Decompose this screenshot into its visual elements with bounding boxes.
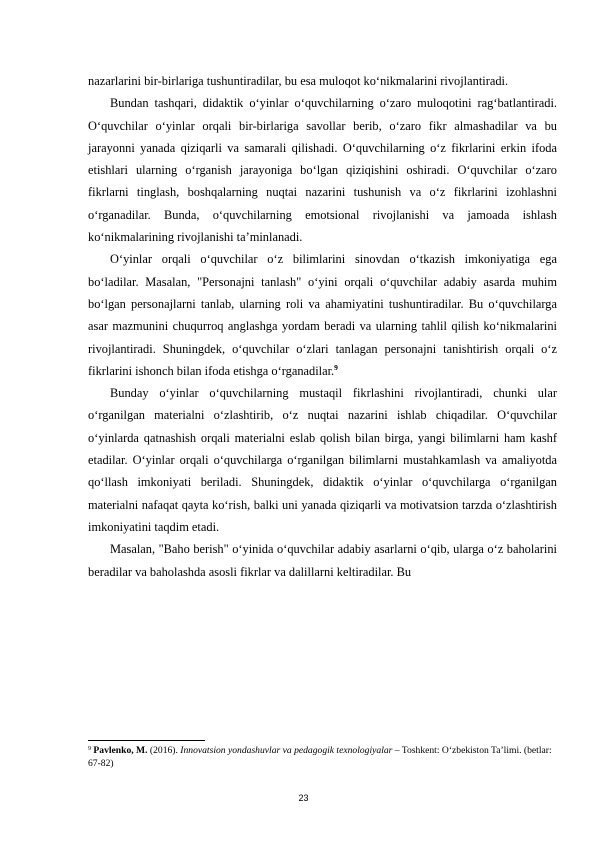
footnote-year: (2016). xyxy=(147,745,181,756)
paragraph-dialogue: Bundan tashqari, didaktik o‘yinlar o‘quvchilarning o‘zaro muloqotini rag‘batlantiradi. O‘quvchilar o‘yinlar orqali bir-birlariga savollar berib, o‘zaro fikr almashadilar va bu jarayonni yanada qiziqarli va samarali qilishadi. O‘quvchilarning o‘z fikrlarini erkin ifoda etishlari ularning o‘rganish jarayoniga bo‘lgan qiziqishini oshiradi. O‘quvchilar o‘zaro fikrlarni tinglash, boshqalarning nuqtai nazarini tushunish va o‘z fikrlarini izohlashni o‘rganadilar. Bunda, o‘quvchilarning emotsional rivojlanishi va jamoada ishlash ko‘nikmalarining rivojlanishi ta’minlanadi. xyxy=(88,96,557,245)
paragraph-independent-thinking: Bunday o‘yinlar o‘quvchilarning mustaqil fikrlashini rivojlantiradi, chunki ular o‘rganilgan materialni o‘zlashtirib, o‘z nuqtai nazarini ishlab chiqadilar. O‘quvchilar o‘yinlarda qatnashish orqali materialni eslab qolish bilan birga, yangi bilimlarni ham kashf etadilar. O‘yinlar orqali o‘quvchilarga o‘rganilgan bilimlarni mustahkamlash va amaliyotda qo‘llash imkoniyati beriladi. Shuningdek, didaktik o‘yinlar o‘quvchilarga o‘rganilgan materialni nafaqat qayta ko‘rish, balki uni yanada qiziqarli va motivatsion tarzda o‘zlashtirish imkoniyatini taqdim etadi. xyxy=(88,386,557,534)
footnote-number: 9 xyxy=(88,746,91,752)
footnote xyxy=(88,744,557,770)
paragraph-evaluation-game: Masalan, "Baho berish" o‘yinida o‘quvchilar adabiy asarlarni o‘qib, ularga o‘z baholarini beradilar va baholashda asosli fikrlar va dalillarni keltiradilar. Bu xyxy=(88,542,557,579)
footnote-title: Innovatsion yondashuvlar va pedagogik texnologiyalar xyxy=(180,745,393,756)
footnote-reference[interactable]: 9 xyxy=(334,362,338,372)
paragraph-continued: nazarlarini bir-birlariga tushuntiradilar, bu esa muloqot ko‘nikmalarini rivojlantiradi. xyxy=(88,74,509,88)
body-text xyxy=(88,70,557,583)
footnote-divider xyxy=(88,740,205,741)
page-number: 23 xyxy=(298,793,309,803)
footnote-publisher: – Toshkent: O‘zbekiston Ta’limi. (betlar: 67-82) xyxy=(88,745,552,769)
footnote-author: Pavlenko, M. xyxy=(93,745,148,756)
paragraph-knowledge-test-text: O‘yinlar orqali o‘quvchilar o‘z bilimlarini sinovdan o‘tkazish imkoniyatiga ega bo‘ladilar. Masalan, "Personajni tanlash" o‘yini orqali o‘quvchilar adabiy asarda muhim bo‘lgan personajlarni tanlab, ularning roli va ahamiyatini tushuntiradilar. Bu o‘quvchilarga asar mazmunini chuqurroq anglashga yordam beradi va ularning tahlil qilish ko‘nikmalarini rivojlantiradi. Shuningdek, o‘quvchilar o‘zlari tanlagan personajni tanishtirish orqali o‘z fikrlarini ishonch bilan ifoda etishga o‘rganadilar. xyxy=(88,252,557,378)
paragraph-knowledge-test xyxy=(88,248,557,382)
